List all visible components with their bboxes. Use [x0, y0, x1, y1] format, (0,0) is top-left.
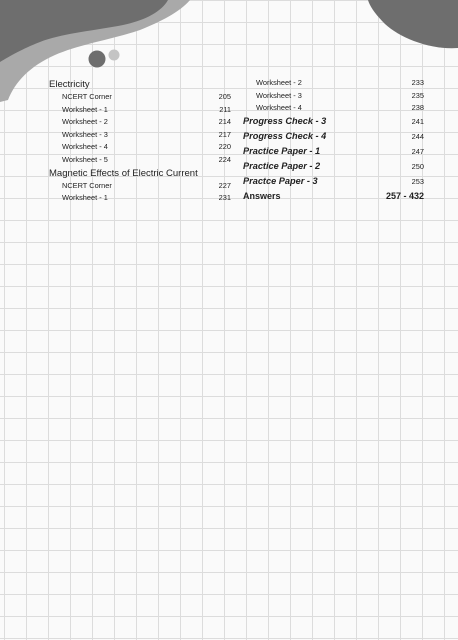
toc-entry-sub[interactable]: [49, 92, 231, 105]
toc-entry-label: Worksheet - 4: [256, 103, 302, 113]
toc-entry-sub[interactable]: [243, 103, 424, 116]
toc-entry-sub[interactable]: [243, 78, 424, 91]
toc-entry-label: Practice Paper - 1: [243, 145, 321, 156]
toc-entry-label: Worksheet - 3: [256, 90, 302, 100]
toc-entry-page: 224: [218, 154, 231, 164]
toc-entry-page: 233: [411, 78, 424, 87]
toc-entry-major[interactable]: [243, 176, 424, 191]
toc-entry-page: 214: [218, 117, 231, 127]
toc-entry-label: Practice Paper - 2: [243, 160, 321, 171]
toc-entry-sub[interactable]: [49, 155, 231, 168]
toc-entry-page: 253: [411, 176, 424, 186]
toc-entry-page: 217: [218, 129, 231, 139]
toc-entry-page: 211: [219, 104, 231, 114]
toc-entry-sub[interactable]: [49, 193, 231, 206]
toc-entry-page: 238: [411, 103, 424, 113]
toc-entry-label: Progress Check - 3: [243, 115, 327, 126]
toc-entry-label: Worksheet - 2: [256, 78, 302, 87]
toc-entry-label: Worksheet - 1: [62, 104, 108, 114]
toc-entry-sub[interactable]: [243, 91, 424, 104]
toc-entry-sub[interactable]: [49, 130, 231, 143]
toc-entry-answers[interactable]: [243, 191, 424, 205]
toc-entry-page: 257 - 432: [385, 190, 424, 201]
toc-entry-label: Worksheet - 5: [62, 154, 108, 164]
toc-entry-page: 220: [218, 142, 231, 152]
toc-entry-label: Worksheet - 4: [62, 142, 108, 152]
toc-entry-label: NCERT Corner: [62, 92, 112, 101]
toc-entry-sub[interactable]: [49, 117, 231, 130]
toc-entry-label: Worksheet - 1: [62, 193, 108, 203]
corner-shape-dark: [368, 0, 458, 48]
toc-entry-page: 227: [218, 180, 231, 190]
toc-entry-label: Magnetic Effects of Electric Current: [49, 167, 198, 179]
toc-entry-label: Worksheet - 2: [62, 117, 108, 127]
toc-entry-heading[interactable]: [49, 79, 231, 92]
toc-right-column: [243, 78, 424, 205]
toc-entry-major[interactable]: [243, 146, 424, 161]
toc-entry-label: Progress Check - 4: [243, 130, 327, 141]
toc-entry-page: 250: [411, 161, 424, 171]
toc-entry-label: NCERT Corner: [62, 180, 112, 190]
toc-entry-major[interactable]: [243, 131, 424, 146]
toc-entry-page: 235: [411, 90, 424, 100]
toc-entry-major[interactable]: [243, 161, 424, 176]
toc-entry-sub[interactable]: [49, 181, 231, 194]
toc-left-column: [49, 78, 231, 206]
toc-entry-page: 231: [218, 193, 231, 203]
dot-dark: [89, 51, 106, 68]
toc-entry-page: 244: [411, 131, 424, 141]
toc-entry-heading[interactable]: [49, 168, 231, 181]
toc-entry-label: Practce Paper - 3: [243, 175, 318, 186]
toc-entry-page: 205: [218, 92, 231, 101]
toc-entry-sub[interactable]: [49, 142, 231, 155]
toc-entry-major[interactable]: [243, 116, 424, 131]
toc-entry-sub[interactable]: [49, 105, 231, 118]
toc-entry-page: 247: [411, 146, 424, 156]
toc-entry-page: 241: [411, 116, 424, 126]
toc-entry-label: Worksheet - 3: [62, 129, 108, 139]
toc-entry-label: Electricity: [49, 79, 90, 90]
dot-light: [109, 50, 120, 61]
toc-entry-label: Answers: [243, 190, 281, 201]
